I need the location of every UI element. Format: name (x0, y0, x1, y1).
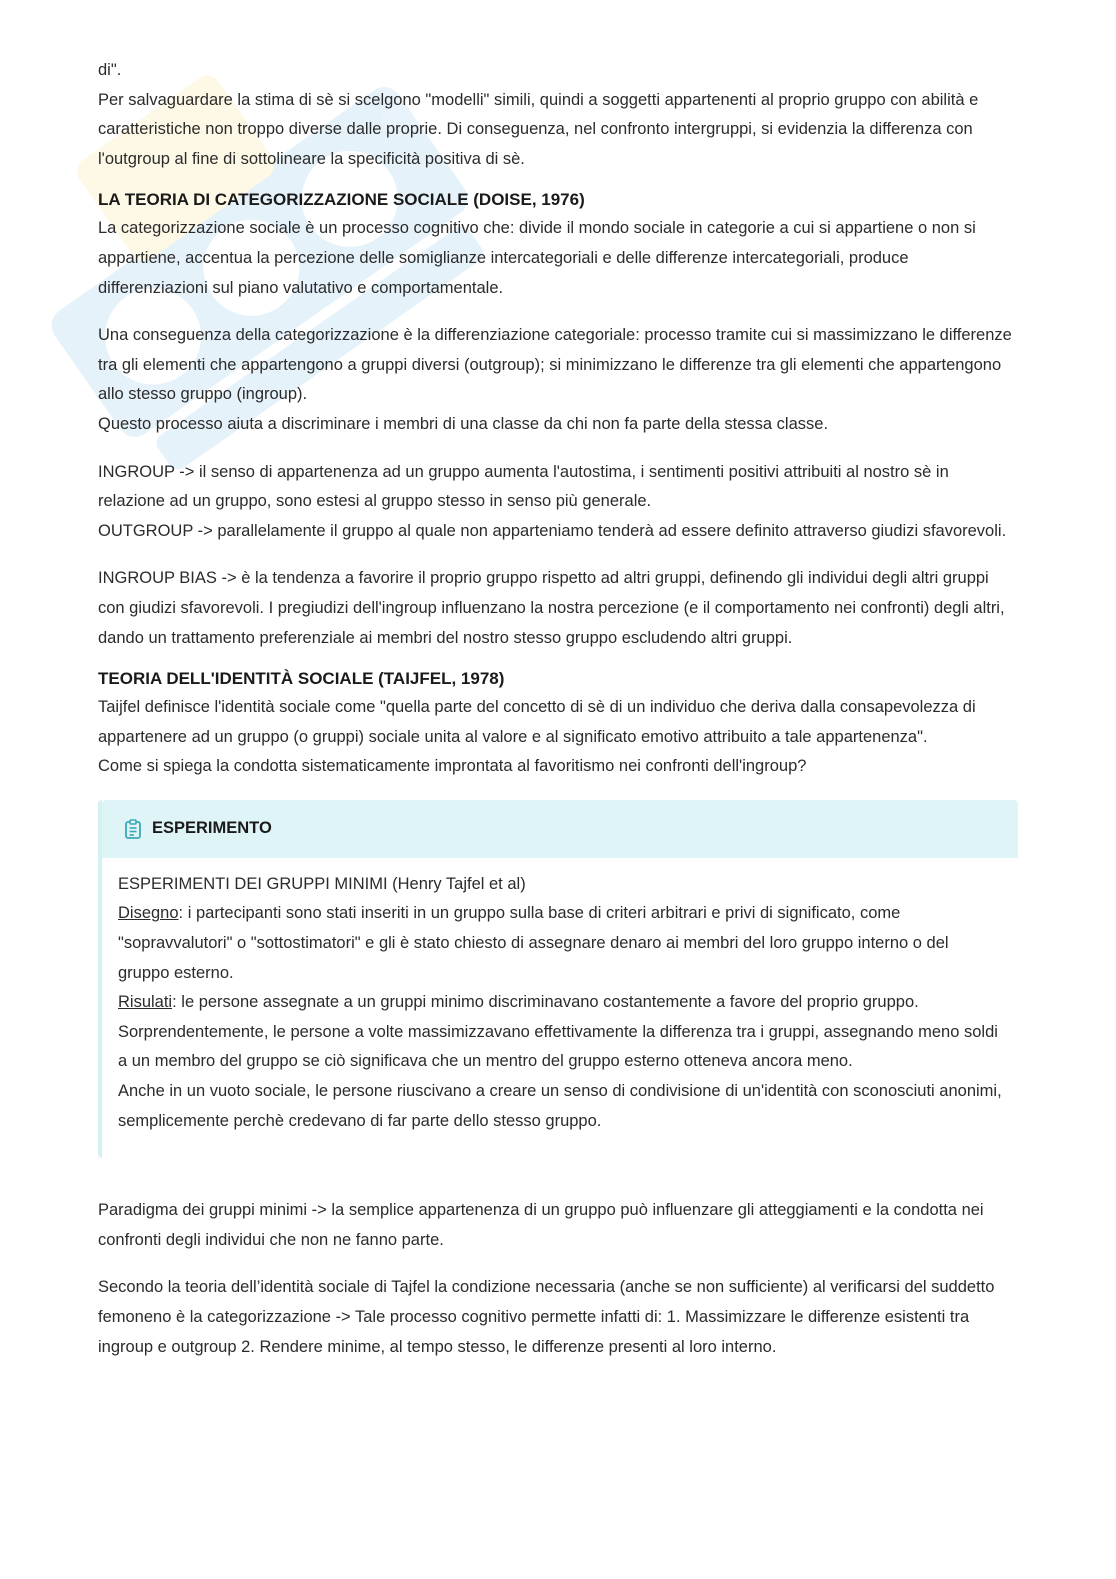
experiment-results (118, 988, 1004, 1136)
outgroup-text: OUTGROUP -> parallelamente il gruppo al quale non apparteniamo tenderà ad essere definito attraverso giudizi sfavorevoli. (98, 521, 1007, 540)
paragraph-ingroup-outgroup (98, 458, 1018, 547)
section-title-identita-sociale: TEORIA DELL'IDENTITÀ SOCIALE (TAIJFEL, 1978) (98, 669, 505, 689)
results-social-void: Anche in un vuoto sociale, le persone riuscivano a creare un senso di condivisione di un'identità con sconosciuti anonimi, semplicemente perchè credevano di far parte dello stesso gruppo. (118, 1082, 1002, 1130)
paragraph-teoria-tajfel: Secondo la teoria dell’identità sociale di Tajfel la condizione necessaria (anche se non sufficiente) al verificarsi del suddetto femoneno è la categorizzazione -> Tale processo cognitivo permette infatti di: 1. Massimizzare le differenze esistenti tra ingroup e outgroup 2. Rendere minime, al tempo stesso, le differenze presenti al loro interno. (98, 1278, 995, 1356)
experiment-callout (98, 800, 1018, 1158)
results-surprise: Sorprendentemente, le persone a volte massimizzavano effettivamente la differenza tra i gruppi, assegnando meno soldi a un membro del gruppo se ciò significava che un mentro del gruppo esterno otteneva ancora meno. (118, 1022, 998, 1071)
paragraph-paradigma: Paradigma dei gruppi minimi -> la semplice appartenenza di un gruppo può influenzare gli atteggiamenti e la condotta nei confronti degli individui che non ne fanno parte. (98, 1201, 984, 1249)
results-label: Risulati (118, 993, 173, 1012)
paragraph-categorizzazione: La categorizzazione sociale è un processo cognitivo che: divide il mondo sociale in categorie a cui si appartiene o non si appartiene, accentua la percezione delle somiglianze intercategoriali e delle differenze intercategoriali, produce differenziazioni sul piano valutativo e comportamentale. (98, 219, 976, 297)
intro-line: di". (98, 61, 122, 79)
identita-question: Come si spiega la condotta sistematicamente improntata al favoritismo nei confronti dell'ingroup? (98, 757, 807, 776)
intro-paragraph: Per salvaguardare la stima di sè si scelgono "modelli" simili, quindi a soggetti appartenenti al proprio gruppo con abilità e caratteristiche non troppo diverse dalle proprie. Di conseguenza, nel confronto intergruppi, si evidenzia la differenza con l'outgroup al fine di sottolineare la specificità positiva di sè. (98, 90, 979, 168)
callout-label: ESPERIMENTO (152, 819, 272, 838)
paragraph-differenziazione (98, 321, 1018, 439)
callout-header (102, 800, 1018, 858)
design-label: Disegno (118, 904, 179, 923)
experiment-title: ESPERIMENTI DEI GRUPPI MINIMI (Henry Tajfel et al) (118, 874, 526, 893)
discriminazione-text: Questo processo aiuta a discriminare i membri di una classe da chi non fa parte della stessa classe. (98, 414, 829, 433)
results-text: : le persone assegnate a un gruppi minimo discriminavano costantemente a favore del proprio gruppo. (172, 993, 919, 1012)
ingroup-text: INGROUP -> il senso di appartenenza ad un gruppo aumenta l'autostima, i sentimenti positivi attribuiti al nostro sè in relazione ad un gruppo, sono estesi al gruppo stesso in senso più generale. (98, 462, 949, 511)
callout-body (102, 858, 1018, 1158)
differenziazione-text: Una conseguenza della categorizzazione è la differenziazione categoriale: processo tramite cui si massimizzano le differenze tra gli elementi che appartengono a gruppi diversi (outgroup); si minimizzano le differenze tra gli elementi che appartengono allo stesso gruppo (ingroup). (98, 326, 1012, 404)
document-page (98, 56, 1018, 1380)
design-text: : i partecipanti sono stati inseriti in un gruppo sulla base di criteri arbitrari e privi di significato, come "sopravvalutori" o "sottostimatori" e gli è stato chiesto di assegnare denaro ai membri del loro gruppo interno o del gruppo esterno. (118, 904, 949, 982)
identita-definition: Taijfel definisce l'identità sociale come "quella parte del concetto di sè di un individuo che deriva dalla consapevolezza di appartenere ad un gruppo (o gruppi) sociale unita al valore e al significato emotivo attribuito a tale appartenenza". (98, 698, 976, 746)
section-title-categorizzazione: LA TEORIA DI CATEGORIZZAZIONE SOCIALE (DOISE, 1976) (98, 190, 585, 210)
experiment-design (118, 899, 1004, 988)
paragraph-ingroup-bias: INGROUP BIAS -> è la tendenza a favorire il proprio gruppo rispetto ad altri gruppi, definendo gli individui degli altri gruppi con giudizi sfavorevoli. I pregiudizi dell'ingroup influenzano la nostra percezione (e il comportamento nei confronti) degli altri, dando un trattamento preferenziale ai membri del nostro stesso gruppo escludendo altri gruppi. (98, 569, 1005, 647)
paragraph-identita-sociale (98, 693, 1018, 782)
clipboard-icon (124, 819, 142, 839)
